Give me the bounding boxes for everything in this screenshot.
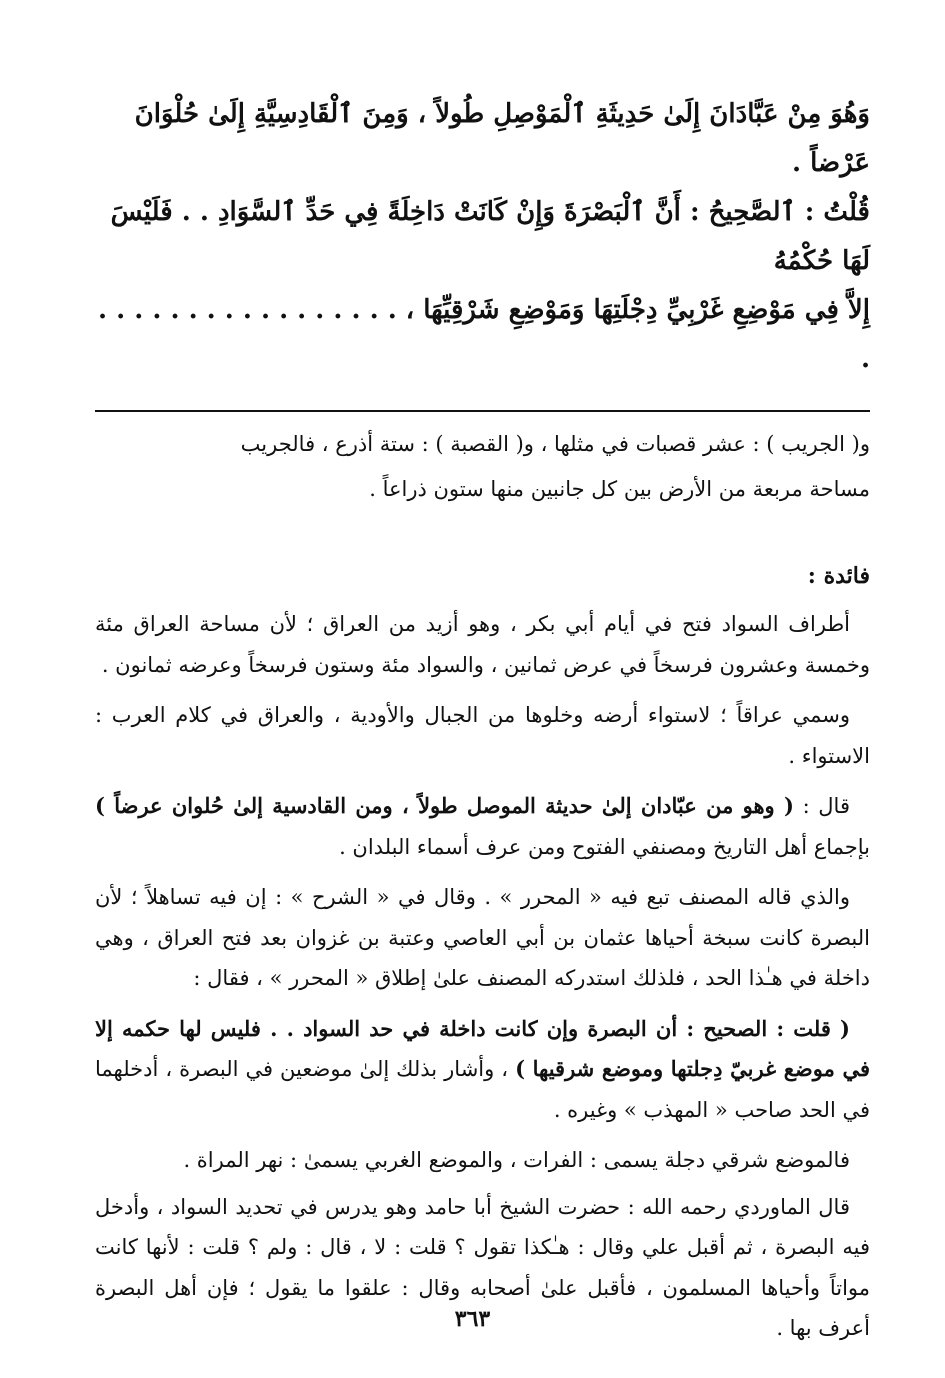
paragraph: قال الماوردي رحمه الله : حضرت الشيخ أبا حامد وهو يدرس في تحديد السواد ، وأدخل فيه البصرة ، ثم أقبل علي وقال : هـٰكذا تقول ؟ قلت : لا ، قال : ولم ؟ قلت : لأنها كانت مواتاً وأحياها المسلمون ، فأقبل علىٰ أصحابه وقال : علقوا ما يقول ؛ فإن أهل البصرة أعرف بها . [95, 1194, 870, 1340]
main-text-line: وَهُوَ مِنْ عَبَّادَانَ إِلَىٰ حَدِيثَةِ ٱلْمَوْصِلِ طُولاً ، وَمِنَ ٱلْقَادِسِيَّةِ إِلَىٰ حُلْوَانَ عَرْضاً . [134, 99, 870, 178]
paragraph: والذي قاله المصنف تبع فيه « المحرر » . وقال في « الشرح » : إن فيه تساهلاً ؛ لأن البصرة كانت سبخة أحياها عثمان بن أبي العاصي وعتبة بن غزوان بعد فتح العراق ، وهي داخلة في هـٰذا الحد ، فلذلك استدركه المصنف علىٰ إطلاق « المحرر » ، فقال : [95, 885, 870, 990]
paragraph-lead: قال : [793, 794, 850, 818]
paragraph: أطراف السواد فتح في أيام أبي بكر ، وهو أزيد من العراق ؛ لأن مساحة العراق مئة وخمسة وعشرون فرسخاً في عرض ثمانين ، والسواد مئة وستون فرسخاً وعرضه ثمانون . [95, 612, 870, 677]
definition-line: و( الجريب ) : عشر قصبات في مثلها ، و( القصبة ) : ستة أذرع ، فالجريب [240, 432, 870, 456]
main-text-line: إِلاَّ فِي مَوْضِعِ غَرْبِيِّ دِجْلَتِهَا وَمَوْضِعِ شَرْقِيِّهَا ، . . . . . . . . . . . . . . . . . . [98, 295, 870, 374]
main-text [95, 90, 870, 384]
paragraph [95, 786, 870, 867]
paragraph-text: ، وأشار بذلك إلىٰ موضعين في البصرة ، أدخلهما في الحد صاحب « المهذب » وغيره . [95, 1057, 870, 1122]
definitions-block [95, 422, 870, 512]
paragraph-text: بإجماع أهل التاريخ ومصنفي الفتوح ومن عرف أسماء البلدان . [339, 834, 870, 859]
paragraph: وسمي عراقاً ؛ لاستواء أرضه وخلوها من الجبال والأودية ، والعراق في كلام العرب : الاستواء . [95, 703, 870, 768]
paragraph: فالموضع شرقي دجلة يسمى : الفرات ، والموضع الغربي يسمىٰ : نهر المراة . [183, 1148, 850, 1172]
separator-line [95, 410, 870, 412]
page-number: ٣٦٣ [454, 1306, 491, 1332]
main-text-line: قُلْتُ : ٱلصَّحِيحُ : أَنَّ ٱلْبَصْرَةَ وَإِنْ كَانَتْ دَاخِلَةً فِي حَدِّ ٱلسَّوَادِ . . فَلَيْسَ لَهَا حُكْمُهُ [110, 197, 870, 276]
page-content [95, 90, 870, 1359]
quoted-text: ( وهو من عبّادان إلىٰ حديثة الموصل طولاً ، ومن القادسية إلىٰ حُلوان عرضاً ) [95, 793, 794, 818]
paragraph [95, 1009, 870, 1131]
quoted-text: ( قلت : الصحيح : أن البصرة وإن كانت داخلة في حد السواد . . فليس لها حكمه إلا في موضع غربيّ دِجلتها وموضع شرقيها ) [95, 1015, 870, 1081]
commentary [95, 604, 870, 1349]
section-heading: فائدة : [807, 563, 870, 589]
definition-line: مساحة مربعة من الأرض بين كل جانبين منها ستون ذراعاً . [369, 477, 870, 501]
